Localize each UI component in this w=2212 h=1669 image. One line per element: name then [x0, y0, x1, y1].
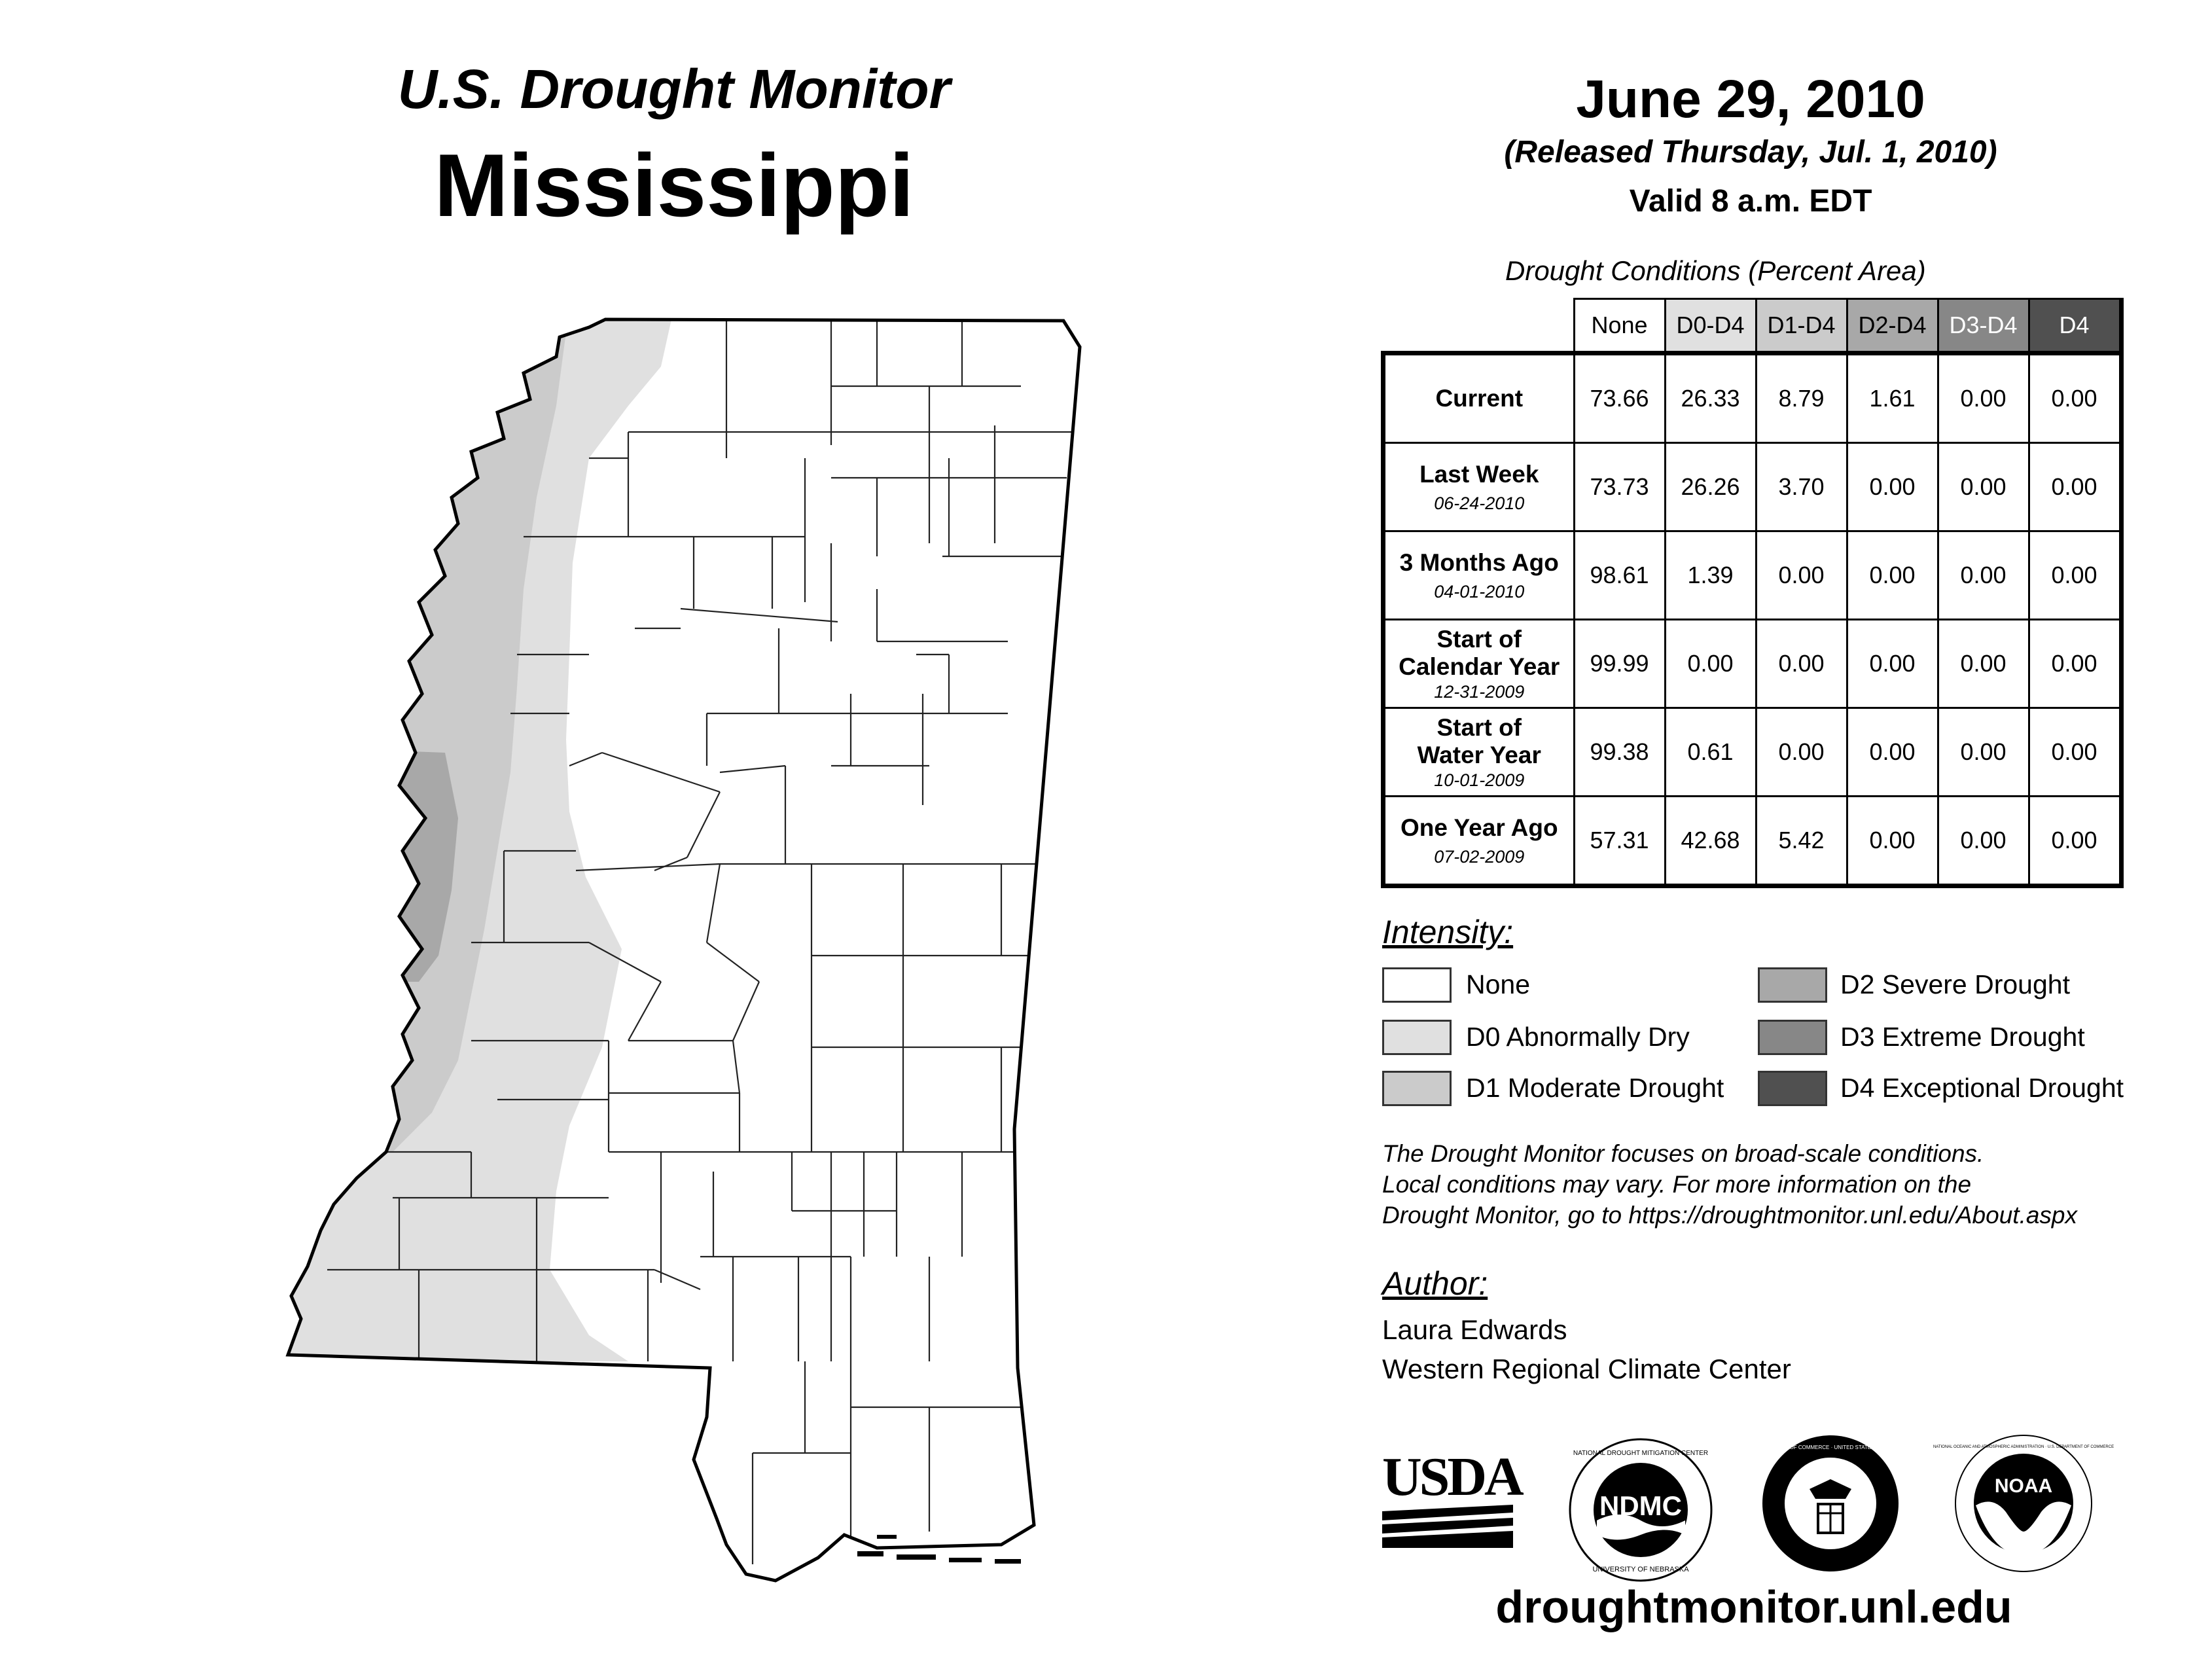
legend-label-d0: D0 Abnormally Dry — [1466, 1022, 1690, 1052]
row-label — [1383, 708, 1575, 797]
state-title: Mississippi — [434, 135, 914, 235]
legend-label-d2: D2 Severe Drought — [1840, 969, 2070, 999]
table-cell: 0.00 — [2029, 531, 2121, 620]
row-label-text: Start of Calendar Year — [1399, 625, 1560, 680]
map-date: June 29, 2010 — [1576, 69, 1925, 129]
table-cell: 0.00 — [2029, 708, 2121, 797]
row-label-text: 3 Months Ago — [1399, 548, 1559, 576]
table-row-start-of-calendar-year — [1383, 620, 2122, 708]
row-date: 07-02-2009 — [1434, 846, 1525, 867]
noaa-logo — [1933, 1433, 2114, 1574]
usda-logo-swoosh — [1382, 1505, 1513, 1551]
table-cell: 3.70 — [1756, 443, 1847, 531]
table-cell: 0.00 — [1847, 708, 1938, 797]
legend-swatch-d0 — [1382, 1020, 1452, 1055]
row-label — [1383, 620, 1575, 708]
table-cell: 1.61 — [1847, 353, 1938, 443]
release-date: (Released Thursday, Jul. 1, 2010) — [1504, 135, 1997, 170]
footer-url[interactable]: droughtmonitor.unl.edu — [1495, 1581, 2012, 1632]
drought-conditions-table — [1381, 298, 2124, 888]
table-cell: 0.00 — [2029, 353, 2121, 443]
table-cell: 0.00 — [2029, 443, 2121, 531]
table-row-current — [1383, 353, 2122, 443]
table-cell: 26.26 — [1665, 443, 1756, 531]
row-label-text: One Year Ago — [1400, 814, 1558, 841]
legend-title: Intensity: — [1382, 914, 1514, 950]
row-date: 12-31-2009 — [1434, 681, 1525, 702]
table-cell: 0.61 — [1665, 708, 1756, 797]
noaa-ring-text: NATIONAL OCEANIC AND ATMOSPHERIC ADMINISTRATION · U.S. DEPARTMENT OF COMMERCE — [1933, 1445, 2114, 1449]
table-cell: 99.38 — [1574, 708, 1665, 797]
row-label — [1383, 353, 1575, 443]
table-cell: 0.00 — [1665, 620, 1756, 708]
table-cell: 0.00 — [1847, 531, 1938, 620]
col-header-d2-d4: D2-D4 — [1847, 299, 1938, 353]
col-header-d1-d4: D1-D4 — [1756, 299, 1847, 353]
d2-region — [275, 746, 458, 982]
row-label — [1383, 797, 1575, 886]
ndmc-ring-bottom: UNIVERSITY OF NEBRASKA — [1592, 1566, 1689, 1573]
col-header-d3-d4: D3-D4 — [1938, 299, 2029, 353]
table-row-start-of-water-year — [1383, 708, 2122, 797]
col-header-none: None — [1574, 299, 1665, 353]
note-line-3: Drought Monitor, go to https://droughtmonitor.unl.edu/About.aspx — [1382, 1202, 2077, 1229]
table-cell: 73.73 — [1574, 443, 1665, 531]
table-cell: 0.00 — [1938, 443, 2029, 531]
noaa-logo-text: NOAA — [1994, 1475, 2053, 1497]
table-cell: 0.00 — [1938, 708, 2029, 797]
row-label-text: Start of Water Year — [1417, 713, 1541, 768]
ndmc-logo-text: NDMC — [1599, 1490, 1682, 1521]
table-cell: 57.31 — [1574, 797, 1665, 886]
legend-swatch-d1 — [1382, 1071, 1452, 1106]
legend-swatch-d3 — [1758, 1020, 1827, 1055]
table-cell: 73.66 — [1574, 353, 1665, 443]
table-header-row — [1383, 299, 2122, 353]
mississippi-drought-map — [275, 308, 1126, 1604]
doc-ring-text: DEPARTMENT OF COMMERCE · UNITED STATES OF AMERICA — [1753, 1445, 1908, 1450]
valid-time: Valid 8 a.m. EDT — [1629, 184, 1872, 219]
table-cell: 26.33 — [1665, 353, 1756, 443]
legend-swatch-none — [1382, 967, 1452, 1003]
table-cell: 0.00 — [2029, 797, 2121, 886]
table-cell: 0.00 — [1756, 620, 1847, 708]
row-date: 10-01-2009 — [1434, 770, 1525, 790]
author-org: Western Regional Climate Center — [1382, 1354, 1791, 1384]
table-cell: 0.00 — [1938, 353, 2029, 443]
usda-logo — [1382, 1446, 1522, 1548]
department-of-commerce-seal — [1753, 1433, 1908, 1574]
table-cell: 42.68 — [1665, 797, 1756, 886]
row-date: 06-24-2010 — [1434, 493, 1525, 513]
legend-label-none: None — [1466, 969, 1531, 999]
legend-swatch-d4 — [1758, 1071, 1827, 1106]
table-cell: 0.00 — [2029, 620, 2121, 708]
ndmc-logo — [1567, 1437, 1715, 1584]
table-cell: 0.00 — [1847, 797, 1938, 886]
legend-label-d3: D3 Extreme Drought — [1840, 1022, 2085, 1052]
table-cell: 0.00 — [1756, 708, 1847, 797]
col-header-d4: D4 — [2029, 299, 2121, 353]
table-cell: 0.00 — [1756, 531, 1847, 620]
row-label-text: Current — [1435, 385, 1524, 412]
legend-label-d1: D1 Moderate Drought — [1466, 1073, 1724, 1103]
table-cell: 1.39 — [1665, 531, 1756, 620]
row-label — [1383, 531, 1575, 620]
row-label — [1383, 443, 1575, 531]
table-caption: Drought Conditions (Percent Area) — [1505, 255, 1926, 286]
legend-swatch-d2 — [1758, 967, 1827, 1003]
table-cell: 0.00 — [1938, 620, 2029, 708]
table-row-3-months-ago — [1383, 531, 2122, 620]
table-cell: 98.61 — [1574, 531, 1665, 620]
table-row-last-week — [1383, 443, 2122, 531]
ndmc-ring-top: NATIONAL DROUGHT MITIGATION CENTER — [1573, 1450, 1709, 1457]
table-cell: 8.79 — [1756, 353, 1847, 443]
legend-label-d4: D4 Exceptional Drought — [1840, 1073, 2124, 1103]
note-line-2: Local conditions may vary. For more information on the — [1382, 1171, 1972, 1198]
table-row-one-year-ago — [1383, 797, 2122, 886]
row-date: 04-01-2010 — [1434, 581, 1525, 601]
note-line-1: The Drought Monitor focuses on broad-scale conditions. — [1382, 1140, 1984, 1167]
col-header-d0-d4: D0-D4 — [1665, 299, 1756, 353]
author-heading: Author: — [1382, 1265, 1488, 1302]
table-corner — [1383, 299, 1575, 353]
table-cell: 0.00 — [1847, 620, 1938, 708]
table-cell: 5.42 — [1756, 797, 1847, 886]
author-name: Laura Edwards — [1382, 1314, 1567, 1345]
row-label-text: Last Week — [1419, 460, 1539, 488]
usda-logo-text: USDA — [1382, 1446, 1522, 1507]
map-subtitle: U.S. Drought Monitor — [397, 58, 951, 120]
table-cell: 99.99 — [1574, 620, 1665, 708]
table-cell: 0.00 — [1847, 443, 1938, 531]
table-cell: 0.00 — [1938, 797, 2029, 886]
table-cell: 0.00 — [1938, 531, 2029, 620]
